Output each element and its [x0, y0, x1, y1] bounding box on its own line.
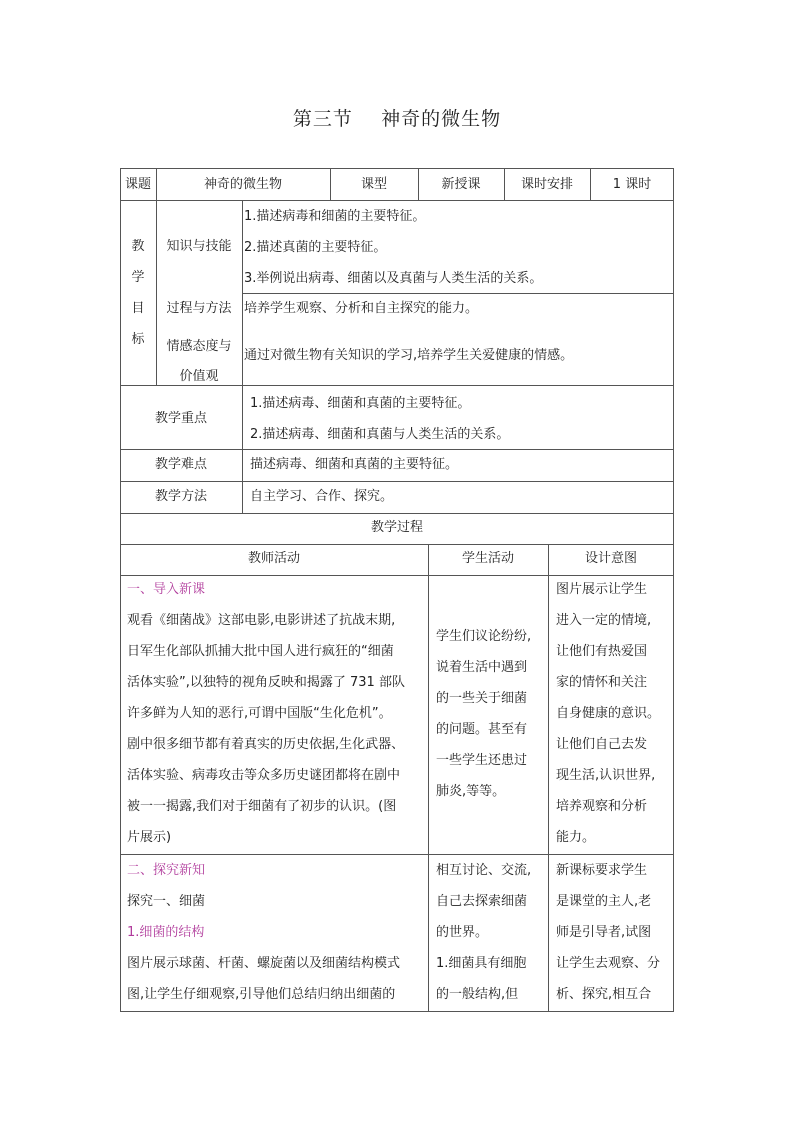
section-heading: 一、导入新课	[127, 582, 206, 597]
emotion-values-text: 通过对微生物有关知识的学习,培养学生关爱健康的情感。	[244, 348, 574, 363]
text-line: 学生们议论纷纷,	[436, 629, 532, 644]
text-line: 的世界。	[436, 925, 489, 940]
section1-design-intent	[556, 574, 660, 853]
table-grid-line	[428, 544, 429, 1011]
list-item: 2.描述病毒、细菌和真菌与人类生活的关系。	[250, 427, 510, 442]
text-line: 肺炎,等等。	[436, 784, 506, 799]
section2-teacher-activity	[127, 855, 400, 1010]
knowledge-skills-list	[244, 201, 542, 294]
topic-value: 神奇的微生物	[203, 177, 282, 192]
list-item: 2.描述真菌的主要特征。	[244, 240, 387, 255]
table-grid-line	[120, 544, 674, 545]
section1-student-activity	[436, 621, 531, 807]
text-line: 图,让学生仔细观察,引导他们总结归纳出细菌的	[127, 987, 396, 1002]
text-line: 活体实验、病毒攻击等众多历史谜团都将在剧中	[127, 768, 401, 783]
text-line: 的一般结构,但	[436, 987, 519, 1002]
text-line: 培养观察和分析	[556, 799, 648, 814]
list-item: 1.描述病毒、细菌和真菌的主要特征。	[250, 396, 471, 411]
text-line: 剧中很多细节都有着真实的历史依据,生化武器、	[127, 737, 405, 752]
hours-value: 1 课时	[612, 177, 652, 192]
text-line: 相互讨论、交流,	[436, 863, 532, 878]
text-line: 目	[131, 301, 145, 316]
text-line: 日军生化部队抓捕大批中国人进行疯狂的“细菌	[127, 644, 394, 659]
text-line: 图片展示让学生	[556, 582, 648, 597]
text-line: 让学生去观察、分	[556, 956, 661, 971]
table-grid-line	[120, 1011, 674, 1012]
section2-design-intent	[556, 855, 660, 1010]
methods-text: 自主学习、合作、探究。	[250, 489, 394, 504]
knowledge-skills-label: 知识与技能	[166, 239, 232, 254]
process-method-label: 过程与方法	[166, 301, 232, 316]
section-heading: 二、探究新知	[127, 863, 206, 878]
text-line: 自身健康的意识。	[556, 706, 661, 721]
table-grid-line	[548, 544, 549, 1011]
text-line: 能力。	[556, 830, 596, 845]
process-header: 教学过程	[370, 520, 423, 535]
text-line: 一些学生还患过	[436, 753, 528, 768]
column-header-intent: 设计意图	[584, 551, 637, 566]
text-line: 进入一定的情境,	[556, 613, 652, 628]
text-line: 1.细菌具有细胞	[436, 956, 527, 971]
column-header-teacher: 教师活动	[247, 551, 300, 566]
methods-label: 教学方法	[154, 489, 207, 504]
text-line: 片展示)	[127, 830, 172, 845]
text-line: 让他们自己去发	[556, 737, 648, 752]
text-line: 标	[131, 332, 145, 347]
text-line: 师是引导者,试图	[556, 925, 652, 940]
text-line: 活体实验”,以独特的视角反映和揭露了 731 部队	[127, 675, 405, 690]
column-header-student: 学生活动	[461, 551, 514, 566]
text-line: 图片展示球菌、杆菌、螺旋菌以及细菌结构模式	[127, 956, 401, 971]
text-line: 学	[131, 270, 145, 285]
text-line: 探究一、细菌	[127, 894, 206, 909]
text-line: 新课标要求学生	[556, 863, 648, 878]
page-title: 第三节 神奇的微生物	[292, 108, 502, 130]
text-line: 自己去探索细菌	[436, 894, 528, 909]
text-line: 让他们有热爱国	[556, 644, 648, 659]
text-line: 家的情怀和关注	[556, 675, 648, 690]
emotion-values-label: 情感态度与 价值观	[166, 339, 232, 384]
table-grid-line	[120, 513, 674, 514]
table-grid-line	[242, 200, 243, 513]
lesson-type-value: 新授课	[441, 177, 481, 192]
text-line: 1.细菌的结构	[127, 925, 205, 940]
text-line: 被一一揭露,我们对于细菌有了初步的认识。(图	[127, 799, 397, 814]
lesson-type-label: 课型	[360, 177, 387, 192]
text-line: 析、探究,相互合	[556, 987, 652, 1002]
key-points-label: 教学重点	[154, 411, 207, 426]
list-item: 1.描述病毒和细菌的主要特征。	[244, 209, 426, 224]
text-line: 的问题。甚至有	[436, 722, 528, 737]
process-method-text: 培养学生观察、分析和自主探究的能力。	[244, 301, 479, 316]
text-line: 说着生活中遇到	[436, 660, 528, 675]
difficulty-text: 描述病毒、细菌和真菌的主要特征。	[250, 457, 459, 472]
objectives-label	[120, 231, 156, 355]
text-line: 教	[131, 239, 145, 254]
list-item: 3.举例说出病毒、细菌以及真菌与人类生活的关系。	[244, 271, 543, 286]
text-line: 是课堂的主人,老	[556, 894, 652, 909]
section2-student-activity	[436, 855, 531, 1010]
text-line: 许多鲜为人知的恶行,可谓中国版“生化危机”。	[127, 706, 392, 721]
difficulty-label: 教学难点	[154, 457, 207, 472]
table-grid-line	[120, 481, 674, 482]
text-line: 现生活,认识世界,	[556, 768, 656, 783]
key-points-list	[250, 388, 509, 450]
text-line: 的一些关于细菌	[436, 691, 528, 706]
hours-label: 课时安排	[520, 177, 573, 192]
text-line: 观看《细菌战》这部电影,电影讲述了抗战末期,	[127, 613, 396, 628]
section1-teacher-activity	[127, 574, 405, 853]
topic-label: 课题	[124, 177, 151, 192]
